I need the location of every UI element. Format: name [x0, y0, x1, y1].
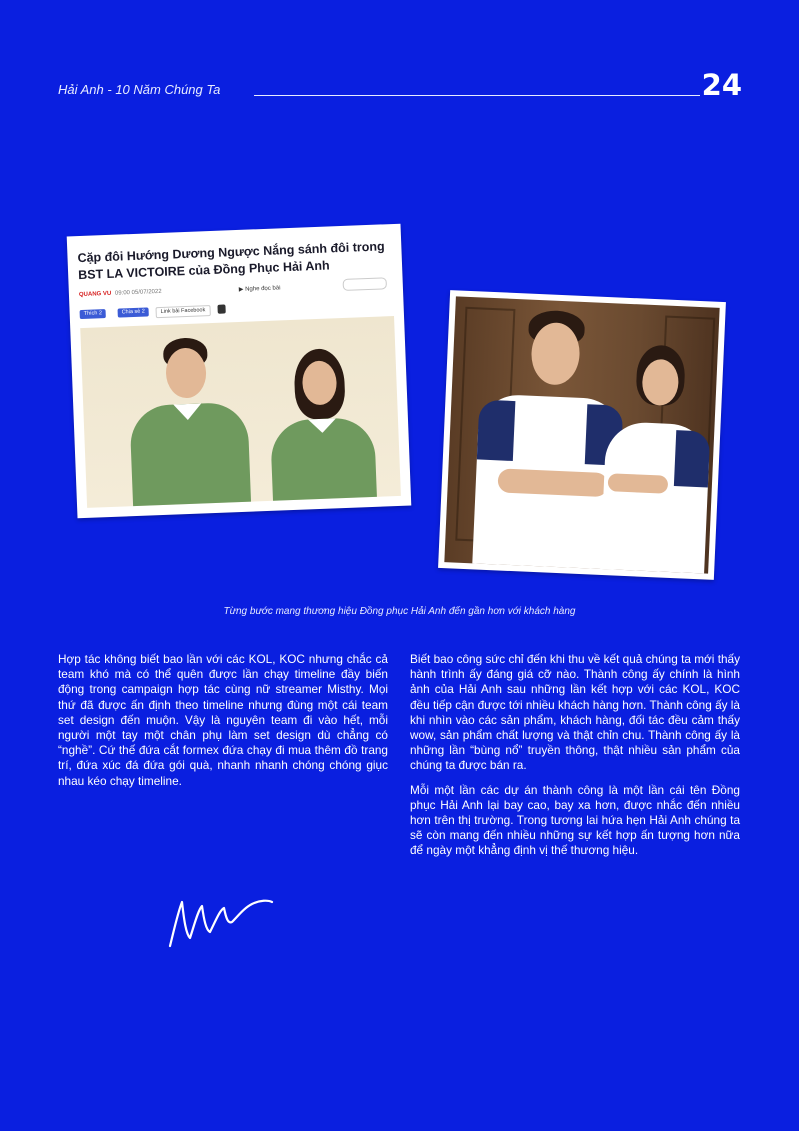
like-button[interactable]: Thích 2	[80, 309, 107, 319]
body-paragraph: Hợp tác không biết bao lần với các KOL, KOC nhưng chắc cả team khó mà có thể quên được lần chạy timeline đầy biến động trong campaign hợp tác cùng nữ streamer Misthy. Mọi thứ đã được ấn định theo timeline nhưng đùng một cái team set design đến muộn. Vậy là nguyên team đi vào hết, mỗi người một tay một chân phụ làm set design dù chẳng có “nghề”. Cứ thế đứa cắt formex đứa chạy đi mua thêm đồ trang trí, đứa xúc đá đứa gói quà, nhanh nhanh chóng chóng giục nhau kéo chạy timeline.	[58, 652, 388, 788]
article-date: 09:00 05/07/2022	[114, 288, 162, 297]
article-photo	[80, 316, 401, 508]
couple-photo	[444, 296, 719, 573]
page-number: 24	[701, 68, 742, 102]
article-author: QUANG VU	[78, 290, 112, 299]
text-size-control[interactable]	[343, 277, 387, 291]
listen-button[interactable]: ▶ Nghe đọc bài	[239, 284, 281, 293]
facebook-share-button[interactable]: Chia sẻ 2	[118, 307, 150, 317]
header-title: Hải Anh - 10 Năm Chúng Ta	[58, 82, 221, 97]
header-rule	[254, 95, 700, 96]
body-column-left	[58, 652, 388, 798]
handwritten-signature	[166, 890, 276, 950]
model-woman	[594, 343, 714, 574]
article-title: Cặp đôi Hướng Dương Ngược Nắng sánh đôi trong BST LA VICTOIRE của Đồng Phục Hải Anh	[77, 239, 385, 283]
body-paragraph: Mỗi một lần các dự án thành công là một lần cái tên Đồng phục Hải Anh lại bay cao, bay xa hơn, được nhắc đến nhiều hơn trên thị trường. Trong tương lai hứa hẹn Hải Anh chúng ta sẽ còn mang đến nhiều những sự kết hợp ấn tượng hơn nữa để ngày một khẳng định vị thế thương hiệu.	[410, 782, 740, 858]
page-header	[58, 68, 748, 108]
model-man	[119, 336, 255, 508]
body-paragraph: Biết bao công sức chỉ đến khi thu về kết quả chúng ta mới thấy hành trình ấy đáng giá cỡ nào. Thành công ấy chính là hình ảnh của Hải Anh sau những lần kết hợp với các KOL, KOC đều tiếp cận được tới nhiều khách hàng hơn. Thành công ấy là khi nhìn vào các sản phẩm, khách hàng, đối tác đều cảm thấy wow, sản phẩm chất lượng và thật chỉn chu. Thành công ấy là những lần “bùng nổ” truyền thông, thật nhiều sản phẩm của chúng ta được bán ra.	[410, 652, 740, 773]
mail-icon[interactable]	[217, 304, 225, 313]
model-woman	[257, 347, 383, 508]
photo-caption: Từng bước mang thương hiệu Đồng phục Hải Anh đến gần hơn với khách hàng	[223, 606, 576, 617]
news-article-clipping	[67, 224, 412, 519]
copy-link-button[interactable]: Link bài Facebook	[155, 305, 210, 318]
couple-photo-clipping	[438, 290, 726, 580]
body-column-right	[410, 652, 740, 868]
